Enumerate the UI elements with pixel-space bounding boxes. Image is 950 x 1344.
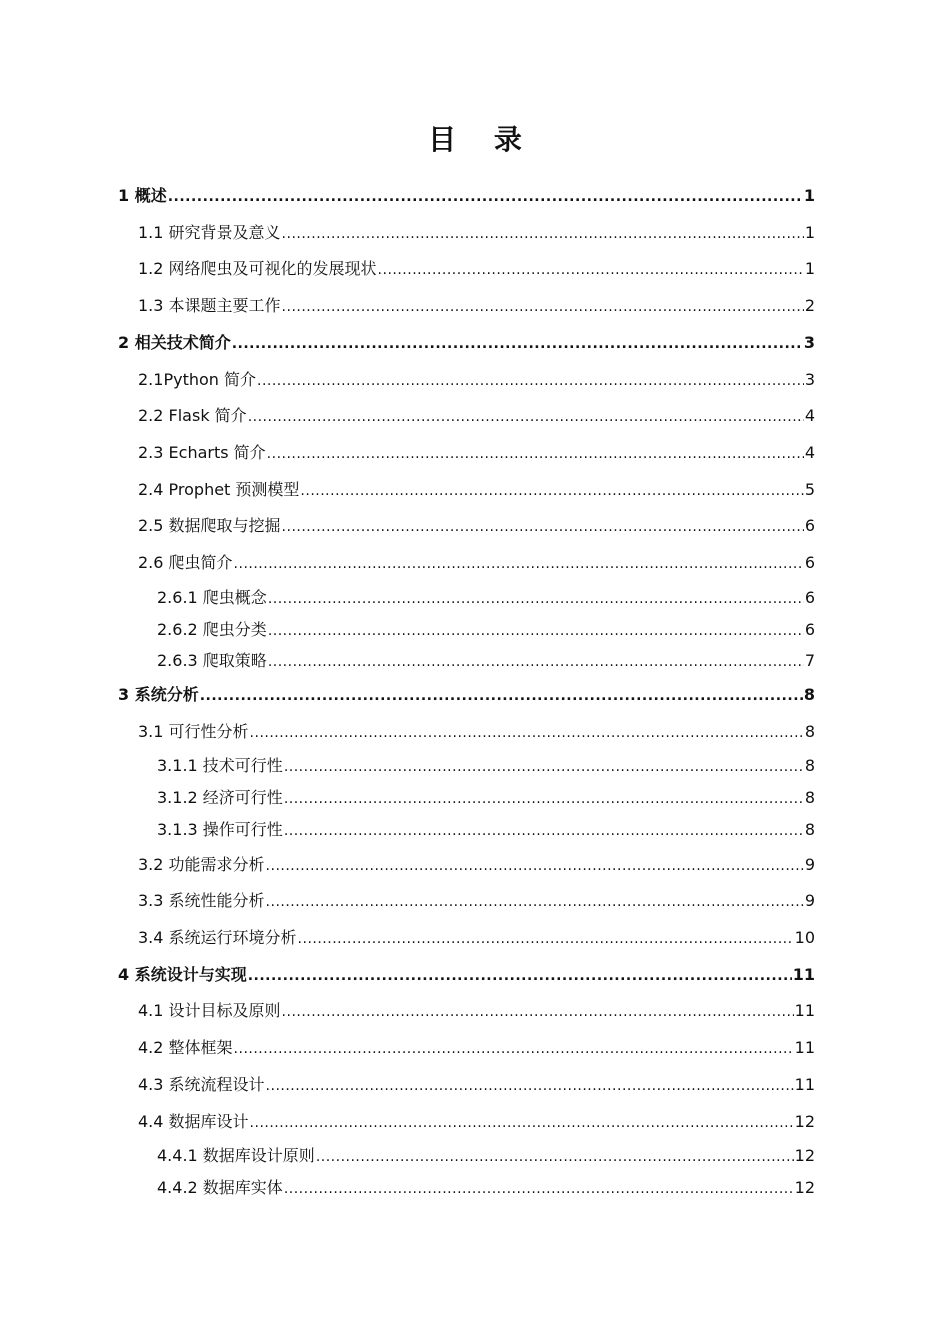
toc-entry-page: 8 (804, 722, 815, 741)
toc-entry[interactable] (0, 552, 950, 574)
toc-entry-label: 3.4 系统运行环境分析 (138, 928, 297, 947)
toc-dot-leader (266, 891, 804, 913)
toc-dot-leader (234, 553, 804, 575)
toc-dot-leader (234, 1038, 794, 1060)
toc-entry-page: 11 (794, 1001, 815, 1020)
toc-entry[interactable] (0, 185, 950, 207)
toc-dot-leader (248, 965, 792, 987)
toc-entry[interactable] (0, 405, 950, 427)
toc-entry-page: 3 (804, 370, 815, 389)
toc-entry-page: 1 (804, 259, 815, 278)
toc-entry-label: 2.6.3 爬取策略 (157, 651, 267, 670)
toc-entry-page: 11 (792, 965, 815, 984)
toc-dot-leader (316, 1146, 794, 1168)
toc-dot-leader (298, 928, 794, 950)
toc-entry[interactable] (0, 1074, 950, 1096)
toc-dot-leader (168, 186, 803, 208)
toc-dot-leader (284, 1178, 794, 1200)
toc-entry[interactable] (0, 442, 950, 464)
toc-entry[interactable] (0, 721, 950, 743)
toc-dot-leader (268, 620, 804, 642)
toc-entry-page: 9 (804, 891, 815, 910)
toc-entry-label: 3 系统分析 (118, 685, 199, 704)
toc-entry-label: 2.4 Prophet 预测模型 (138, 480, 300, 499)
toc-entry[interactable] (0, 369, 950, 391)
toc-dot-leader (250, 722, 804, 744)
toc-entry-label: 2.2 Flask 简介 (138, 406, 247, 425)
toc-entry-page: 12 (794, 1178, 815, 1197)
toc-entry[interactable] (0, 854, 950, 876)
toc-entry[interactable] (0, 1111, 950, 1133)
toc-dot-leader (378, 259, 804, 281)
toc-dot-leader (250, 1112, 794, 1134)
toc-entry[interactable] (0, 295, 950, 317)
toc-entry-label: 2.1Python 简介 (138, 370, 256, 389)
toc-entry-page: 8 (804, 756, 815, 775)
toc-dot-leader (282, 1001, 794, 1023)
toc-dot-leader (200, 685, 803, 707)
toc-entry-page: 9 (804, 855, 815, 874)
toc-dot-leader (282, 296, 804, 318)
toc-entry[interactable] (0, 684, 950, 706)
toc-entry[interactable] (0, 258, 950, 280)
toc-dot-leader (284, 756, 804, 778)
toc-entry[interactable] (0, 787, 950, 809)
toc-entry-label: 4.4.2 数据库实体 (157, 1178, 283, 1197)
toc-entry[interactable] (0, 755, 950, 777)
toc-entry-page: 11 (794, 1075, 815, 1094)
toc-entry[interactable] (0, 332, 950, 354)
toc-dot-leader (300, 480, 803, 502)
toc-entry-page: 6 (804, 588, 815, 607)
toc-entry-page: 1 (803, 186, 815, 205)
toc-entry-label: 4.2 整体框架 (138, 1038, 233, 1057)
toc-entry-label: 1.3 本课题主要工作 (138, 296, 281, 315)
toc-dot-leader (232, 333, 803, 355)
toc-dot-leader (257, 370, 804, 392)
toc-entry[interactable] (0, 619, 950, 641)
toc-entry-label: 2 相关技术简介 (118, 333, 231, 352)
toc-entry[interactable] (0, 1177, 950, 1199)
toc-entry-label: 3.1 可行性分析 (138, 722, 249, 741)
toc-dot-leader (282, 516, 804, 538)
toc-dot-leader (284, 788, 804, 810)
toc-dot-leader (248, 406, 804, 428)
toc-entry-page: 11 (794, 1038, 815, 1057)
toc-entry[interactable] (0, 1145, 950, 1167)
toc-entry-page: 1 (804, 223, 815, 242)
toc-entry-page: 6 (804, 516, 815, 535)
toc-dot-leader (268, 588, 804, 610)
toc-entry[interactable] (0, 650, 950, 672)
toc-dot-leader (282, 223, 804, 245)
toc-entry[interactable] (0, 515, 950, 537)
toc-entry-page: 4 (804, 406, 815, 425)
toc-entry-label: 2.6.2 爬虫分类 (157, 620, 267, 639)
toc-entry-page: 6 (804, 620, 815, 639)
toc-entry-page: 8 (804, 788, 815, 807)
toc-entry-label: 4.4.1 数据库设计原则 (157, 1146, 315, 1165)
toc-dot-leader (267, 443, 804, 465)
toc-entry-page: 3 (803, 333, 815, 352)
toc-dot-leader (266, 1075, 794, 1097)
toc-entry[interactable] (0, 964, 950, 986)
toc-entry[interactable] (0, 890, 950, 912)
toc-entry-label: 4.3 系统流程设计 (138, 1075, 265, 1094)
toc-entry-label: 1 概述 (118, 186, 167, 205)
toc-entry-label: 3.1.1 技术可行性 (157, 756, 283, 775)
toc-entry-page: 12 (794, 1112, 815, 1131)
toc-entry-label: 4.1 设计目标及原则 (138, 1001, 281, 1020)
toc-entry-label: 3.1.2 经济可行性 (157, 788, 283, 807)
toc-title: 目 录 (428, 123, 536, 156)
toc-entry-page: 8 (804, 820, 815, 839)
toc-entry[interactable] (0, 222, 950, 244)
toc-entry-page: 2 (804, 296, 815, 315)
toc-entry[interactable] (0, 479, 950, 501)
toc-entry-page: 5 (804, 480, 815, 499)
toc-entry-page: 7 (804, 651, 815, 670)
toc-entry-page: 8 (803, 685, 815, 704)
toc-entry-label: 4.4 数据库设计 (138, 1112, 249, 1131)
toc-entry-label: 3.3 系统性能分析 (138, 891, 265, 910)
toc-entry-page: 12 (794, 1146, 815, 1165)
toc-entry-label: 3.1.3 操作可行性 (157, 820, 283, 839)
toc-entry[interactable] (0, 819, 950, 841)
toc-entry[interactable] (0, 1000, 950, 1022)
toc-entry-label: 2.5 数据爬取与挖掘 (138, 516, 281, 535)
toc-entry-label: 4 系统设计与实现 (118, 965, 247, 984)
toc-entry-page: 10 (794, 928, 815, 947)
toc-entry-page: 4 (804, 443, 815, 462)
toc-entry-label: 2.6.1 爬虫概念 (157, 588, 267, 607)
toc-entry-label: 2.3 Echarts 简介 (138, 443, 266, 462)
toc-entry-page: 6 (804, 553, 815, 572)
toc-entry-label: 1.1 研究背景及意义 (138, 223, 281, 242)
toc-entry-label: 1.2 网络爬虫及可视化的发展现状 (138, 259, 377, 278)
toc-entry[interactable] (0, 587, 950, 609)
toc-entry-label: 2.6 爬虫简介 (138, 553, 233, 572)
toc-dot-leader (284, 820, 804, 842)
toc-entry-label: 3.2 功能需求分析 (138, 855, 265, 874)
toc-dot-leader (268, 651, 804, 673)
toc-entry[interactable] (0, 927, 950, 949)
toc-entry[interactable] (0, 1037, 950, 1059)
toc-dot-leader (266, 855, 804, 877)
